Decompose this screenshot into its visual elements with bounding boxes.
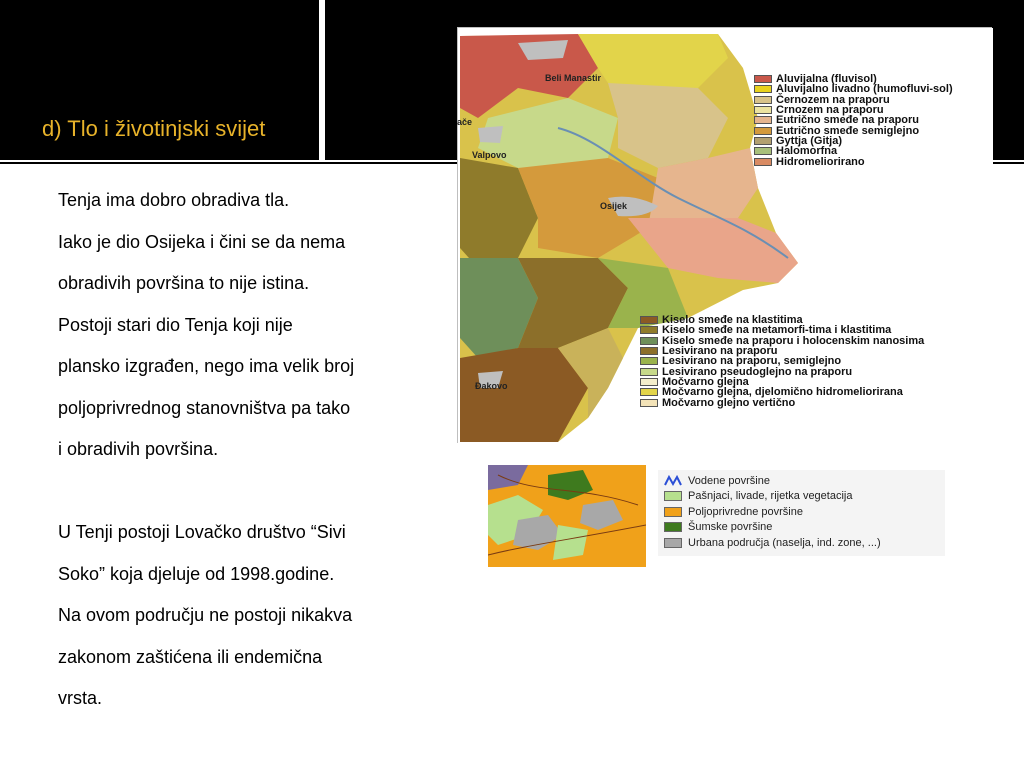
soil-legend-top bbox=[754, 74, 953, 167]
legend-swatch bbox=[754, 96, 772, 104]
legend-label: Gyttja (Gitja) bbox=[776, 134, 843, 147]
legend-swatch bbox=[640, 337, 658, 345]
place-label: Beli Manastir bbox=[545, 73, 602, 83]
body-line: zakonom zaštićena ili endemična bbox=[58, 646, 323, 667]
legend-label: Lesivirano na praporu bbox=[662, 345, 778, 358]
body-line: Postoji stari dio Tenja koji nije bbox=[58, 314, 293, 335]
body-line: vrsta. bbox=[58, 688, 103, 708]
legend-label: Aluvijalna (fluvisol) bbox=[776, 73, 877, 86]
legend-swatch bbox=[754, 106, 772, 114]
legend-label: Močvarno glejno vertično bbox=[662, 396, 796, 409]
legend-swatch bbox=[754, 116, 772, 124]
legend-swatch bbox=[640, 347, 658, 355]
legend-swatch bbox=[754, 85, 772, 93]
legend-swatch bbox=[640, 388, 658, 396]
body-line: i obradivih površina. bbox=[58, 439, 219, 459]
water-line-icon bbox=[664, 475, 682, 487]
body-line: Iako je dio Osijeka i čini se da nema bbox=[58, 231, 346, 252]
blank-line bbox=[58, 471, 438, 513]
legend-swatch bbox=[664, 507, 682, 517]
slide-body bbox=[58, 180, 438, 720]
legend-item bbox=[640, 397, 924, 407]
legend-label: Kiselo smeđe na metamorfi-tima i klastitima bbox=[662, 324, 892, 337]
body-line: Soko” koja djeluje od 1998.godine. bbox=[58, 563, 335, 584]
legend-item bbox=[664, 535, 945, 551]
legend-swatch bbox=[640, 378, 658, 386]
legend-swatch bbox=[664, 491, 682, 501]
legend-label: Crnozem na praporu bbox=[776, 104, 884, 117]
legend-label: Eutrično smeđe semiglejno bbox=[776, 124, 920, 137]
body-line: U Tenji postoji Lovačko društvo “Sivi bbox=[58, 522, 346, 542]
place-label: Valpovo bbox=[472, 150, 507, 160]
legend-swatch bbox=[640, 326, 658, 334]
legend-swatch bbox=[754, 75, 772, 83]
legend-swatch bbox=[664, 522, 682, 532]
legend-swatch bbox=[754, 158, 772, 166]
legend-item bbox=[664, 504, 945, 520]
legend-swatch bbox=[640, 316, 658, 324]
legend-label: Vodene površine bbox=[688, 474, 770, 487]
legend-item bbox=[664, 473, 945, 489]
legend-swatch bbox=[754, 147, 772, 155]
body-line: Na ovom području ne postoji nikakva bbox=[58, 605, 353, 625]
legend-label: Lesivirano na praporu, semiglejno bbox=[662, 355, 842, 368]
place-label: ače bbox=[457, 117, 473, 127]
legend-label: Poljoprivredne površine bbox=[688, 505, 803, 518]
land-use-legend bbox=[658, 470, 945, 556]
legend-label: Kiselo smeđe na praporu i holocenskim nanosima bbox=[662, 334, 925, 347]
place-label: Osijek bbox=[600, 201, 628, 211]
legend-item bbox=[664, 489, 945, 505]
body-line: poljoprivrednog stanovništva pa tako bbox=[58, 397, 351, 418]
soil-legend-bottom bbox=[640, 315, 924, 408]
legend-label: Kiselo smeđe na klastitima bbox=[662, 314, 803, 327]
legend-item bbox=[754, 156, 953, 166]
slide-title: d) Tlo i životinjski svijet bbox=[42, 116, 266, 141]
body-line: Tenja ima dobro obradiva tla. bbox=[58, 190, 290, 210]
legend-label: Močvarno glejna bbox=[662, 375, 749, 388]
legend-label: Lesivirano pseudoglejno na praporu bbox=[662, 365, 853, 378]
legend-swatch bbox=[640, 399, 658, 407]
land-use-map bbox=[488, 465, 646, 567]
legend-label: Šumske površine bbox=[688, 521, 773, 534]
legend-swatch bbox=[754, 137, 772, 145]
legend-swatch bbox=[640, 357, 658, 365]
legend-label: Hidromeliorirano bbox=[776, 155, 865, 168]
body-line: plansko izgrađen, nego ima velik broj bbox=[58, 356, 355, 376]
legend-swatch bbox=[664, 538, 682, 548]
legend-label: Aluvijalno livadno (humofluvi-sol) bbox=[776, 83, 953, 96]
legend-item bbox=[664, 520, 945, 536]
legend-label: Urbana područja (naselja, ind. zone, ...) bbox=[688, 536, 881, 549]
body-line: obradivih površina to nije istina. bbox=[58, 273, 310, 293]
legend-label: Halomorfna bbox=[776, 145, 838, 158]
legend-label: Pašnjaci, livade, rijetka vegetacija bbox=[688, 490, 853, 503]
legend-label: Eutrično smeđe na praporu bbox=[776, 114, 920, 127]
legend-label: Močvarno glejna, djelomično hidromeliorirana bbox=[662, 386, 903, 399]
legend-label: Černozem na praporu bbox=[776, 93, 890, 106]
legend-swatch bbox=[640, 368, 658, 376]
legend-swatch bbox=[754, 127, 772, 135]
place-label: Đakovo bbox=[475, 381, 508, 391]
